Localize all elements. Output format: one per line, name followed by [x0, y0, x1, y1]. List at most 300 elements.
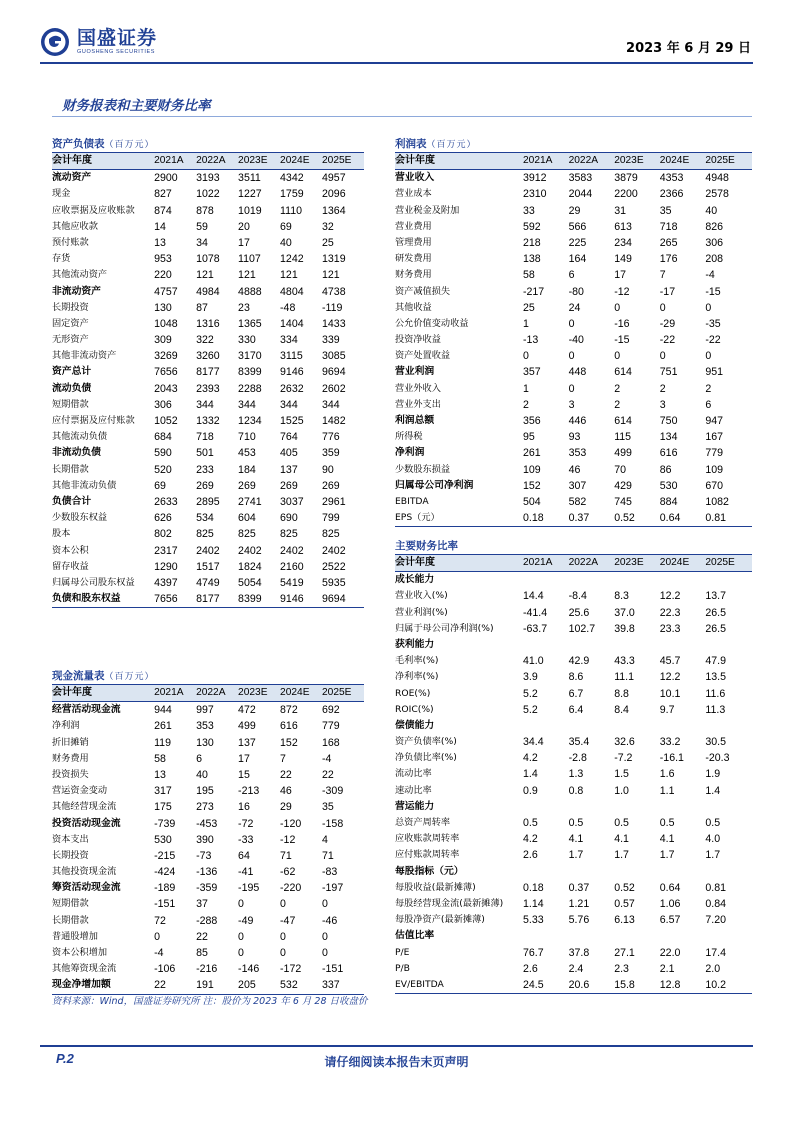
cell-value: 1078 — [196, 253, 220, 266]
cell-value: -13 — [523, 334, 539, 347]
cell-value: 115 — [614, 431, 632, 444]
cell-value: 690 — [280, 512, 298, 525]
table-row — [395, 494, 752, 510]
column-header-year: 2024E — [280, 155, 310, 166]
table-row — [395, 928, 752, 944]
row-label: 长期投资 — [52, 849, 89, 861]
cell-value: -12 — [280, 833, 296, 846]
table-row — [52, 880, 364, 896]
cell-value — [705, 799, 751, 815]
cell-value: 121 — [322, 269, 340, 282]
row-label: 营业外收入 — [395, 382, 441, 394]
table-body — [52, 152, 364, 608]
cell-value — [523, 928, 569, 944]
column-header-year: 2024E — [659, 557, 690, 568]
table-row — [52, 832, 364, 848]
cell-value: 0 — [280, 930, 286, 943]
cell-value: 8399 — [238, 366, 262, 379]
table-row — [52, 170, 364, 186]
cell-value: 2895 — [196, 495, 220, 508]
row-label: 投资损失 — [52, 768, 89, 780]
cell-value: 779 — [705, 447, 724, 460]
row-label: 应付票据及应付账款 — [52, 415, 135, 426]
cell-value: 58 — [523, 269, 535, 282]
table-row — [395, 510, 752, 526]
cell-value: 306 — [154, 398, 172, 411]
cell-value: 13 — [154, 236, 166, 249]
cell-value — [614, 799, 660, 815]
table-row — [52, 575, 364, 591]
cell-value — [660, 637, 706, 653]
cell-value: 614 — [614, 366, 632, 379]
cell-value: 29 — [280, 801, 292, 814]
table-row — [52, 332, 364, 348]
cell-value: 2.4 — [568, 962, 584, 975]
cell-value: 25 — [322, 236, 334, 249]
cell-value: 0.81 — [705, 881, 726, 894]
cell-value: 330 — [238, 334, 256, 347]
column-header-year: 2025E — [322, 687, 352, 698]
cell-value: 93 — [568, 431, 581, 444]
cell-value: -40 — [568, 334, 584, 347]
cell-value: 43.3 — [614, 655, 635, 668]
cell-value: -80 — [568, 285, 584, 298]
cell-value: 1110 — [280, 204, 303, 217]
row-label: 估值比率 — [395, 930, 435, 942]
cell-value: 4342 — [280, 172, 304, 185]
cell-value: 6.7 — [568, 687, 584, 700]
cell-value: 405 — [280, 447, 298, 460]
cell-value: 799 — [322, 512, 340, 525]
cell-value: 5.76 — [568, 914, 590, 927]
cell-value: 59 — [196, 220, 208, 233]
cash-flow-table — [52, 668, 364, 995]
cell-value: 1234 — [238, 415, 262, 427]
cell-value: 953 — [154, 253, 172, 266]
table-row — [395, 815, 752, 831]
row-label: 营业利润(%) — [395, 606, 448, 618]
table-row — [52, 543, 364, 559]
cell-value — [705, 572, 751, 588]
table-row — [395, 462, 752, 478]
cell-value: 40 — [705, 204, 718, 217]
table-row — [52, 251, 364, 267]
cell-value — [614, 637, 660, 653]
table-row — [52, 783, 364, 799]
cell-value: 0.81 — [705, 512, 726, 525]
cell-value: 2 — [705, 382, 712, 395]
cell-value: 1.06 — [659, 897, 681, 910]
cell-value: 7.20 — [705, 914, 726, 927]
cell-value: 233 — [196, 463, 214, 476]
cell-value: 22.3 — [659, 606, 681, 619]
cell-value: 2632 — [280, 382, 304, 395]
cell-value: 27.1 — [614, 946, 635, 959]
cell-value: 2366 — [659, 188, 684, 201]
cell-value: 825 — [280, 528, 298, 541]
cell-value: 997 — [196, 704, 214, 717]
cell-value: 1.14 — [523, 897, 544, 910]
table-row — [395, 235, 752, 251]
cell-value: 3 — [659, 398, 666, 411]
cell-value: 109 — [705, 463, 724, 476]
table-row — [395, 912, 752, 928]
cell-value: 3511 — [238, 172, 261, 185]
footer-divider — [40, 1045, 753, 1047]
column-header-label: 会计年度 — [52, 155, 92, 166]
row-label: 毛利率(%) — [395, 655, 439, 667]
cell-value: 356 — [523, 415, 541, 427]
row-label: 负债合计 — [52, 495, 92, 507]
table-row — [52, 767, 364, 783]
cell-value: 0 — [322, 947, 328, 959]
column-header-year: 2022A — [196, 155, 226, 166]
cell-value: 4738 — [322, 285, 346, 298]
row-label: 非流动负债 — [52, 447, 101, 459]
row-label: ROE(%) — [395, 687, 431, 699]
cell-value: 176 — [659, 253, 678, 266]
cell-value: 1759 — [280, 188, 304, 201]
cell-value: 337 — [322, 979, 340, 992]
cell-value: 7656 — [154, 593, 178, 606]
cell-value: 3879 — [614, 172, 638, 185]
cell-value: 269 — [280, 479, 298, 492]
table-row — [395, 766, 752, 782]
cell-value: 3269 — [154, 350, 178, 363]
table-row — [52, 864, 364, 880]
cell-value — [705, 718, 751, 734]
table-row — [395, 977, 752, 993]
column-header-year: 2023E — [238, 687, 268, 698]
cell-value: 137 — [280, 463, 298, 476]
cell-value: 4948 — [705, 172, 729, 185]
row-label: 公允价值变动收益 — [395, 317, 469, 329]
cell-value: 1.7 — [659, 849, 675, 862]
cell-value: 17.4 — [705, 946, 726, 959]
cell-value: 11.3 — [705, 703, 726, 716]
table-row — [52, 913, 364, 929]
row-label: 每股经营现金流(最新摊薄) — [395, 897, 504, 909]
cell-value: 2741 — [238, 495, 262, 508]
cell-value: 0 — [659, 350, 666, 363]
cell-value: 11.1 — [614, 671, 635, 684]
cell-value: 33 — [523, 204, 535, 217]
table-row — [395, 203, 752, 219]
row-label: 预付账款 — [52, 236, 89, 248]
cell-value: 34 — [196, 236, 208, 249]
row-label: 营业收入 — [395, 172, 435, 184]
column-header-year: 2022A — [196, 687, 226, 698]
cell-value: 9146 — [280, 366, 304, 379]
cell-value: 4749 — [196, 576, 220, 589]
cell-value: 130 — [154, 301, 172, 314]
cell-value: 566 — [568, 220, 587, 233]
cell-value: 2402 — [322, 544, 346, 557]
cell-value: 0 — [614, 350, 621, 363]
cell-value: 24 — [568, 301, 581, 314]
cell-value: 3.9 — [523, 671, 538, 684]
cell-value: 944 — [154, 704, 172, 717]
cell-value: 825 — [196, 528, 214, 541]
cell-value: 87 — [196, 301, 208, 314]
table-row — [395, 284, 752, 300]
cell-value: 429 — [614, 479, 632, 492]
section-title: 财务报表和主要财务比率 — [62, 98, 211, 114]
table-row — [395, 251, 752, 267]
table-row — [395, 945, 752, 961]
row-label: 筹资活动现金流 — [52, 882, 121, 894]
cell-value: 137 — [238, 736, 256, 749]
cell-value: 8177 — [196, 593, 220, 606]
table-row — [395, 896, 752, 912]
cell-value — [660, 718, 706, 734]
cell-value: 2 — [659, 382, 666, 395]
cell-value: -453 — [196, 817, 218, 830]
cell-value: 0 — [705, 350, 712, 363]
table-title-text: 资产负债表 — [52, 138, 105, 150]
cell-value: -4 — [705, 269, 715, 282]
cell-value: 1.9 — [705, 768, 721, 781]
cell-value: 2.0 — [705, 962, 721, 975]
cell-value: 309 — [154, 334, 172, 347]
cell-value: 1.7 — [705, 849, 721, 862]
cell-value: 5.33 — [523, 914, 544, 927]
row-label: 净利润 — [395, 447, 425, 459]
table-row — [395, 702, 752, 718]
cell-value: -288 — [196, 914, 218, 927]
table-title — [395, 538, 752, 554]
cell-value: 1290 — [154, 560, 178, 573]
row-label: 管理费用 — [395, 236, 432, 248]
table-row — [52, 977, 364, 993]
cell-value: -15 — [705, 285, 721, 298]
row-label: 股本 — [52, 528, 71, 540]
cell-value: 0 — [568, 350, 575, 363]
cell-value: 1022 — [196, 188, 220, 201]
table-row — [52, 429, 364, 445]
cell-value: 2096 — [322, 188, 346, 201]
cell-value: 2310 — [523, 188, 547, 201]
cell-value — [614, 572, 660, 588]
column-header-year: 2024E — [280, 687, 310, 698]
cell-value: 13 — [154, 768, 166, 781]
row-label: 归属母公司股东权益 — [52, 576, 135, 588]
table-row — [52, 348, 364, 364]
column-header-year: 2021A — [154, 687, 184, 698]
cell-value: -172 — [280, 963, 302, 976]
cell-value: -119 — [322, 301, 343, 314]
cell-value: 534 — [196, 512, 214, 525]
cell-value: 2633 — [154, 495, 178, 508]
cell-value: 0.18 — [523, 512, 544, 525]
table-row — [395, 413, 752, 429]
table-title-text: 主要财务比率 — [395, 540, 458, 552]
cell-value: 32 — [322, 220, 334, 233]
logo-chinese-name: 国盛证券 — [77, 27, 158, 49]
cell-value: -189 — [154, 882, 176, 895]
cell-value: 17 — [238, 236, 250, 249]
cell-value: 4984 — [196, 285, 220, 298]
table-body — [52, 684, 364, 995]
cell-value: -20.3 — [705, 752, 730, 765]
row-label: 应收账款周转率 — [395, 833, 460, 845]
table-row — [52, 751, 364, 767]
cell-value: 195 — [196, 785, 214, 798]
cell-value: 0 — [568, 317, 575, 330]
row-label: 负债和股东权益 — [52, 593, 121, 605]
cell-value: 69 — [154, 479, 166, 492]
table-row — [52, 591, 364, 607]
cell-value: 265 — [659, 236, 678, 249]
row-label: 归属于母公司净利润(%) — [395, 622, 494, 634]
cell-value: 40 — [196, 768, 208, 781]
cell-value: 119 — [154, 736, 171, 749]
row-label: 现金 — [52, 188, 71, 200]
cell-value: 22 — [154, 979, 166, 992]
cell-value: 3115 — [280, 350, 303, 363]
table-row — [395, 316, 752, 332]
row-label: 资本公积 — [52, 544, 89, 556]
cell-value: 269 — [238, 479, 256, 492]
cell-value: 532 — [280, 979, 298, 992]
column-header-label: 会计年度 — [395, 557, 435, 568]
cell-value: 184 — [238, 463, 256, 476]
cell-value: 0.57 — [614, 897, 635, 910]
cell-value: 7 — [659, 269, 666, 282]
table-row — [52, 494, 364, 510]
table-body — [395, 554, 752, 994]
cell-value: 0 — [154, 930, 160, 943]
cell-value: -41.4 — [523, 606, 548, 619]
row-label: 留存收益 — [52, 560, 89, 572]
cell-value: 12.2 — [659, 590, 681, 603]
row-label: 净利润 — [52, 720, 80, 732]
cell-value: 339 — [322, 334, 340, 347]
cell-value: 582 — [568, 495, 587, 508]
table-row — [395, 653, 752, 669]
cell-value: -15 — [614, 334, 630, 347]
cell-value: 37.8 — [568, 946, 590, 959]
table-row — [395, 588, 752, 604]
cell-value: 2.6 — [523, 849, 538, 862]
cell-value: 827 — [154, 188, 172, 201]
cell-value: 46 — [568, 463, 581, 476]
table-row — [395, 961, 752, 977]
table-row — [52, 718, 364, 734]
cell-value: 1019 — [238, 204, 262, 217]
cell-value: 1316 — [196, 317, 220, 330]
row-label: 其他经营现金流 — [52, 801, 117, 813]
cell-value: 15.8 — [614, 978, 635, 991]
table-body — [395, 152, 752, 527]
cell-value: 35 — [659, 204, 672, 217]
cell-value: 520 — [154, 463, 172, 476]
section-divider — [52, 116, 752, 117]
cell-value: 530 — [659, 479, 678, 492]
cell-value: 70 — [614, 463, 626, 476]
table-row — [52, 945, 364, 961]
row-label: 净负债比率(%) — [395, 752, 457, 764]
cell-value: 9694 — [322, 366, 346, 379]
table-row — [395, 750, 752, 766]
table-unit: （百万元） — [104, 672, 155, 682]
cell-value: 2961 — [322, 495, 346, 508]
cell-value: 604 — [238, 512, 256, 525]
cell-value: 2317 — [154, 544, 178, 557]
table-title — [52, 668, 364, 684]
cell-value: 2 — [523, 398, 529, 411]
row-label: 每股收益(最新摊薄) — [395, 881, 476, 893]
cell-value: 8399 — [238, 593, 262, 606]
row-label: 利润总额 — [395, 415, 435, 426]
cell-value: 472 — [238, 704, 256, 717]
column-header-label: 会计年度 — [395, 155, 435, 166]
row-label: 流动资产 — [52, 172, 92, 184]
cell-value: 4 — [322, 833, 328, 846]
cell-value: -16.1 — [659, 752, 684, 765]
cell-value: 616 — [659, 447, 678, 460]
cell-value: 359 — [322, 447, 340, 460]
table-row — [52, 300, 364, 316]
cell-value: 0 — [238, 898, 244, 911]
cell-value: 17 — [238, 752, 250, 765]
cell-value: -136 — [196, 866, 218, 879]
table-row — [52, 186, 364, 202]
cell-value: 2393 — [196, 382, 220, 395]
cell-value: 16 — [238, 801, 250, 814]
cell-value: 0.64 — [659, 881, 681, 894]
cell-value: 234 — [614, 236, 632, 249]
cell-value: 37.0 — [614, 606, 635, 619]
cell-value: 2578 — [705, 188, 729, 201]
row-label: 投资活动现金流 — [52, 817, 121, 829]
cell-value: 4.1 — [659, 833, 675, 846]
cell-value: 344 — [322, 398, 340, 411]
cell-value: 76.7 — [523, 946, 544, 959]
cell-value: 1048 — [154, 317, 178, 330]
cell-value: -197 — [322, 882, 344, 895]
cell-value: 3085 — [322, 350, 346, 363]
cell-value: 7656 — [154, 366, 178, 379]
table-row — [52, 735, 364, 751]
row-label: 研发费用 — [395, 253, 432, 265]
table-row — [395, 880, 752, 896]
cell-value: 2402 — [196, 544, 220, 557]
cell-value: -49 — [238, 914, 254, 927]
table-row — [395, 332, 752, 348]
table-row — [52, 235, 364, 251]
cell-value — [569, 928, 615, 944]
cell-value: 306 — [705, 236, 724, 249]
cell-value: 220 — [154, 269, 172, 282]
table-row — [395, 267, 752, 283]
table-row — [395, 445, 752, 461]
cell-value: 1824 — [238, 560, 262, 573]
cell-value: 71 — [280, 849, 292, 862]
row-label: P/E — [395, 946, 410, 958]
cell-value: -73 — [196, 849, 212, 862]
cell-value: 85 — [196, 947, 208, 959]
cell-value: 1364 — [322, 204, 346, 217]
cell-value: 317 — [154, 785, 172, 798]
table-title-text: 现金流量表 — [52, 670, 105, 682]
table-row — [52, 816, 364, 832]
cell-value: 3037 — [280, 495, 304, 508]
cell-value: 1.21 — [568, 897, 590, 910]
cell-value: 3193 — [196, 172, 220, 185]
cell-value: 6 — [196, 752, 202, 765]
row-label: 资产负债率(%) — [395, 736, 457, 748]
